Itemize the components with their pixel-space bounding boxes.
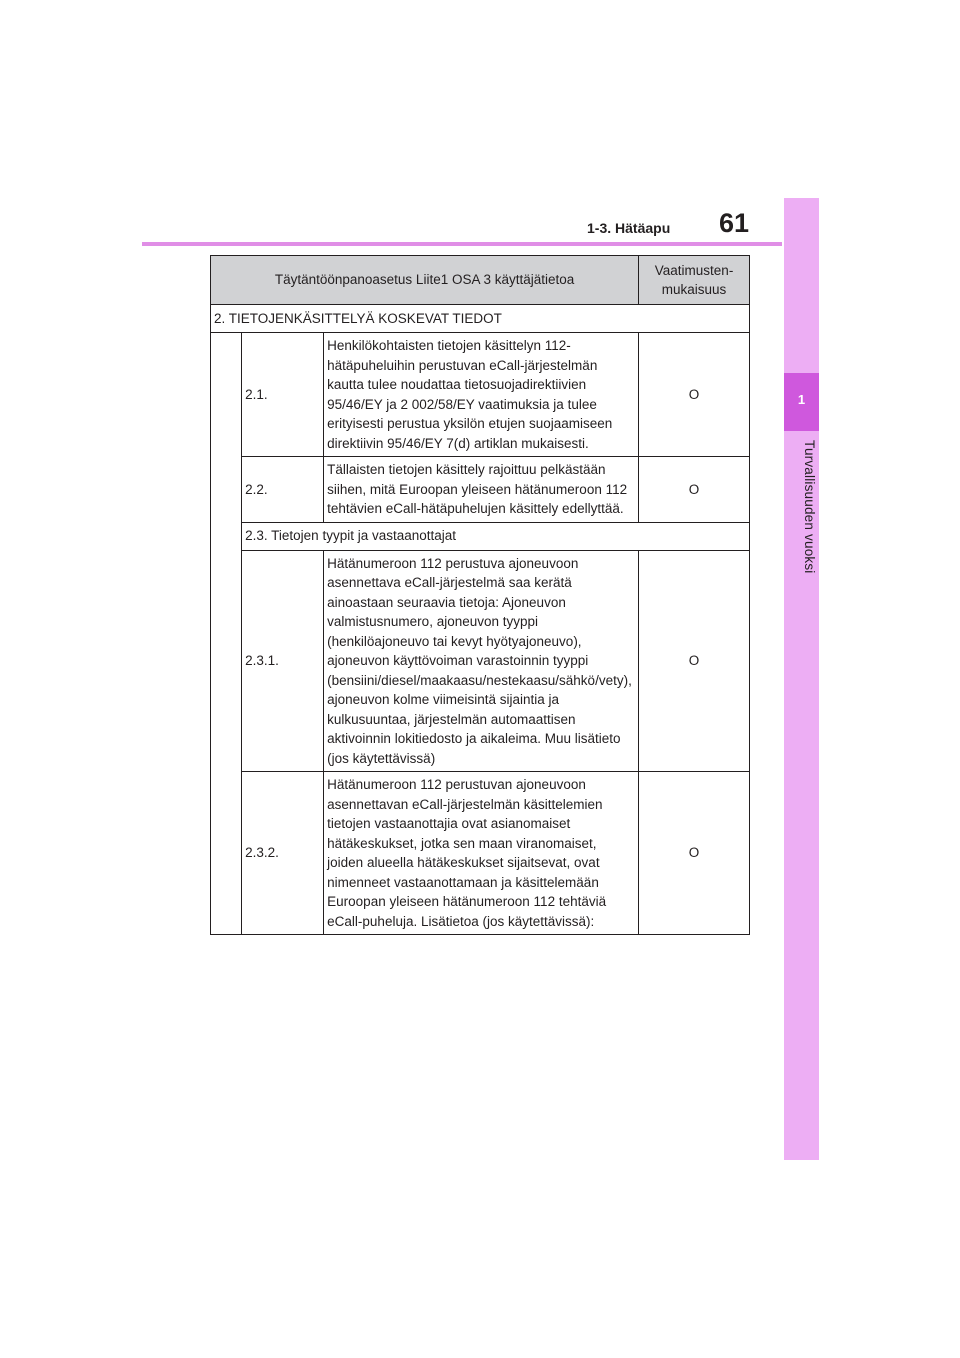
section-title: 2. TIETOJENKÄSITTELYÄ KOSKEVAT TIEDOT (211, 305, 750, 333)
row-number: 2.3.1. (242, 550, 324, 772)
row-text: Henkilökohtaisten tietojen käsittelyn 112-hätäpuheluihin perustuvan eCall-järjestelmän kautta tulee noudattaa tietosuojadirektiivien 95/46/EY ja 2 002/58/EY vaatimuksia ja tulee erityisesti perustua yksilön etujen suojaamiseen direktiivin 95/46/EY 7(d) artiklan mukaisesti. (324, 333, 639, 457)
table-row (211, 772, 750, 935)
compliance-table (210, 255, 750, 935)
row-number: 2.2. (242, 457, 324, 523)
table-row (211, 333, 750, 457)
header-rule (142, 242, 782, 246)
row-number: 2.1. (242, 333, 324, 457)
row-compliance: O (639, 550, 750, 772)
subsection-title: 2.3. Tietojen tyypit ja vastaanottajat (242, 522, 750, 550)
chapter-title: Turvallisuuden vuoksi (802, 440, 817, 574)
row-text: Tällaisten tietojen käsittely rajoittuu pelkästään siihen, mitä Euroopan yleiseen hätänumeroon 112 tehtävien eCall-hätäpuhelujen käsittely edellyttää. (324, 457, 639, 523)
row-compliance: O (639, 333, 750, 457)
table-header-row (211, 256, 750, 305)
table-row (211, 550, 750, 772)
table-header-compliance: Vaatimusten-mukaisuus (639, 256, 750, 305)
row-number: 2.3.2. (242, 772, 324, 935)
indent-cell (211, 333, 242, 935)
table-header-requirement: Täytäntöönpanoasetus Liite1 OSA 3 käyttäjätietoa (211, 256, 639, 305)
table-row (211, 457, 750, 523)
subsection-row (211, 522, 750, 550)
row-text: Hätänumeroon 112 perustuva ajoneuvoon asennettava eCall-järjestelmä saa kerätä ainoastaan seuraavia tietoja: Ajoneuvon valmistusnumero, ajoneuvon tyyppi (henkilöajoneuvo tai kevyt hyötyajoneuvo), ajoneuvon käyttövoiman varastoinnin tyyppi (bensiini/diesel/maakaasu/nestekaasu/sähkö/vety), ajoneuvon kolme viimeisintä sijaintia ja kulkusuuntaa, järjestelmän automaattisen aktivoinnin lokitiedosto ja aikaleima. Muu lisätieto (jos käytettävissä) (324, 550, 639, 772)
row-compliance: O (639, 457, 750, 523)
chapter-number: 1 (797, 392, 806, 407)
row-text: Hätänumeroon 112 perustuvan ajoneuvoon asennettavan eCall-järjestelmän käsittelemien tietojen vastaanottajia ovat asianomaiset hätäkeskukset, jotka sen maan viranomaiset, joiden alueella hätäkeskukset sijaitsevat, ovat nimenneet vastaanottamaan ja käsittelemään Euroopan yleiseen hätänumeroon 112 tehtäviä eCall-puheluja. Lisätietoa (jos käytettävissä): (324, 772, 639, 935)
section-row (211, 305, 750, 333)
page-number: 61 (719, 208, 750, 238)
row-compliance: O (639, 772, 750, 935)
section-label: 1-3. Hätäapu (587, 220, 671, 236)
chapter-side-tab (784, 198, 819, 1160)
